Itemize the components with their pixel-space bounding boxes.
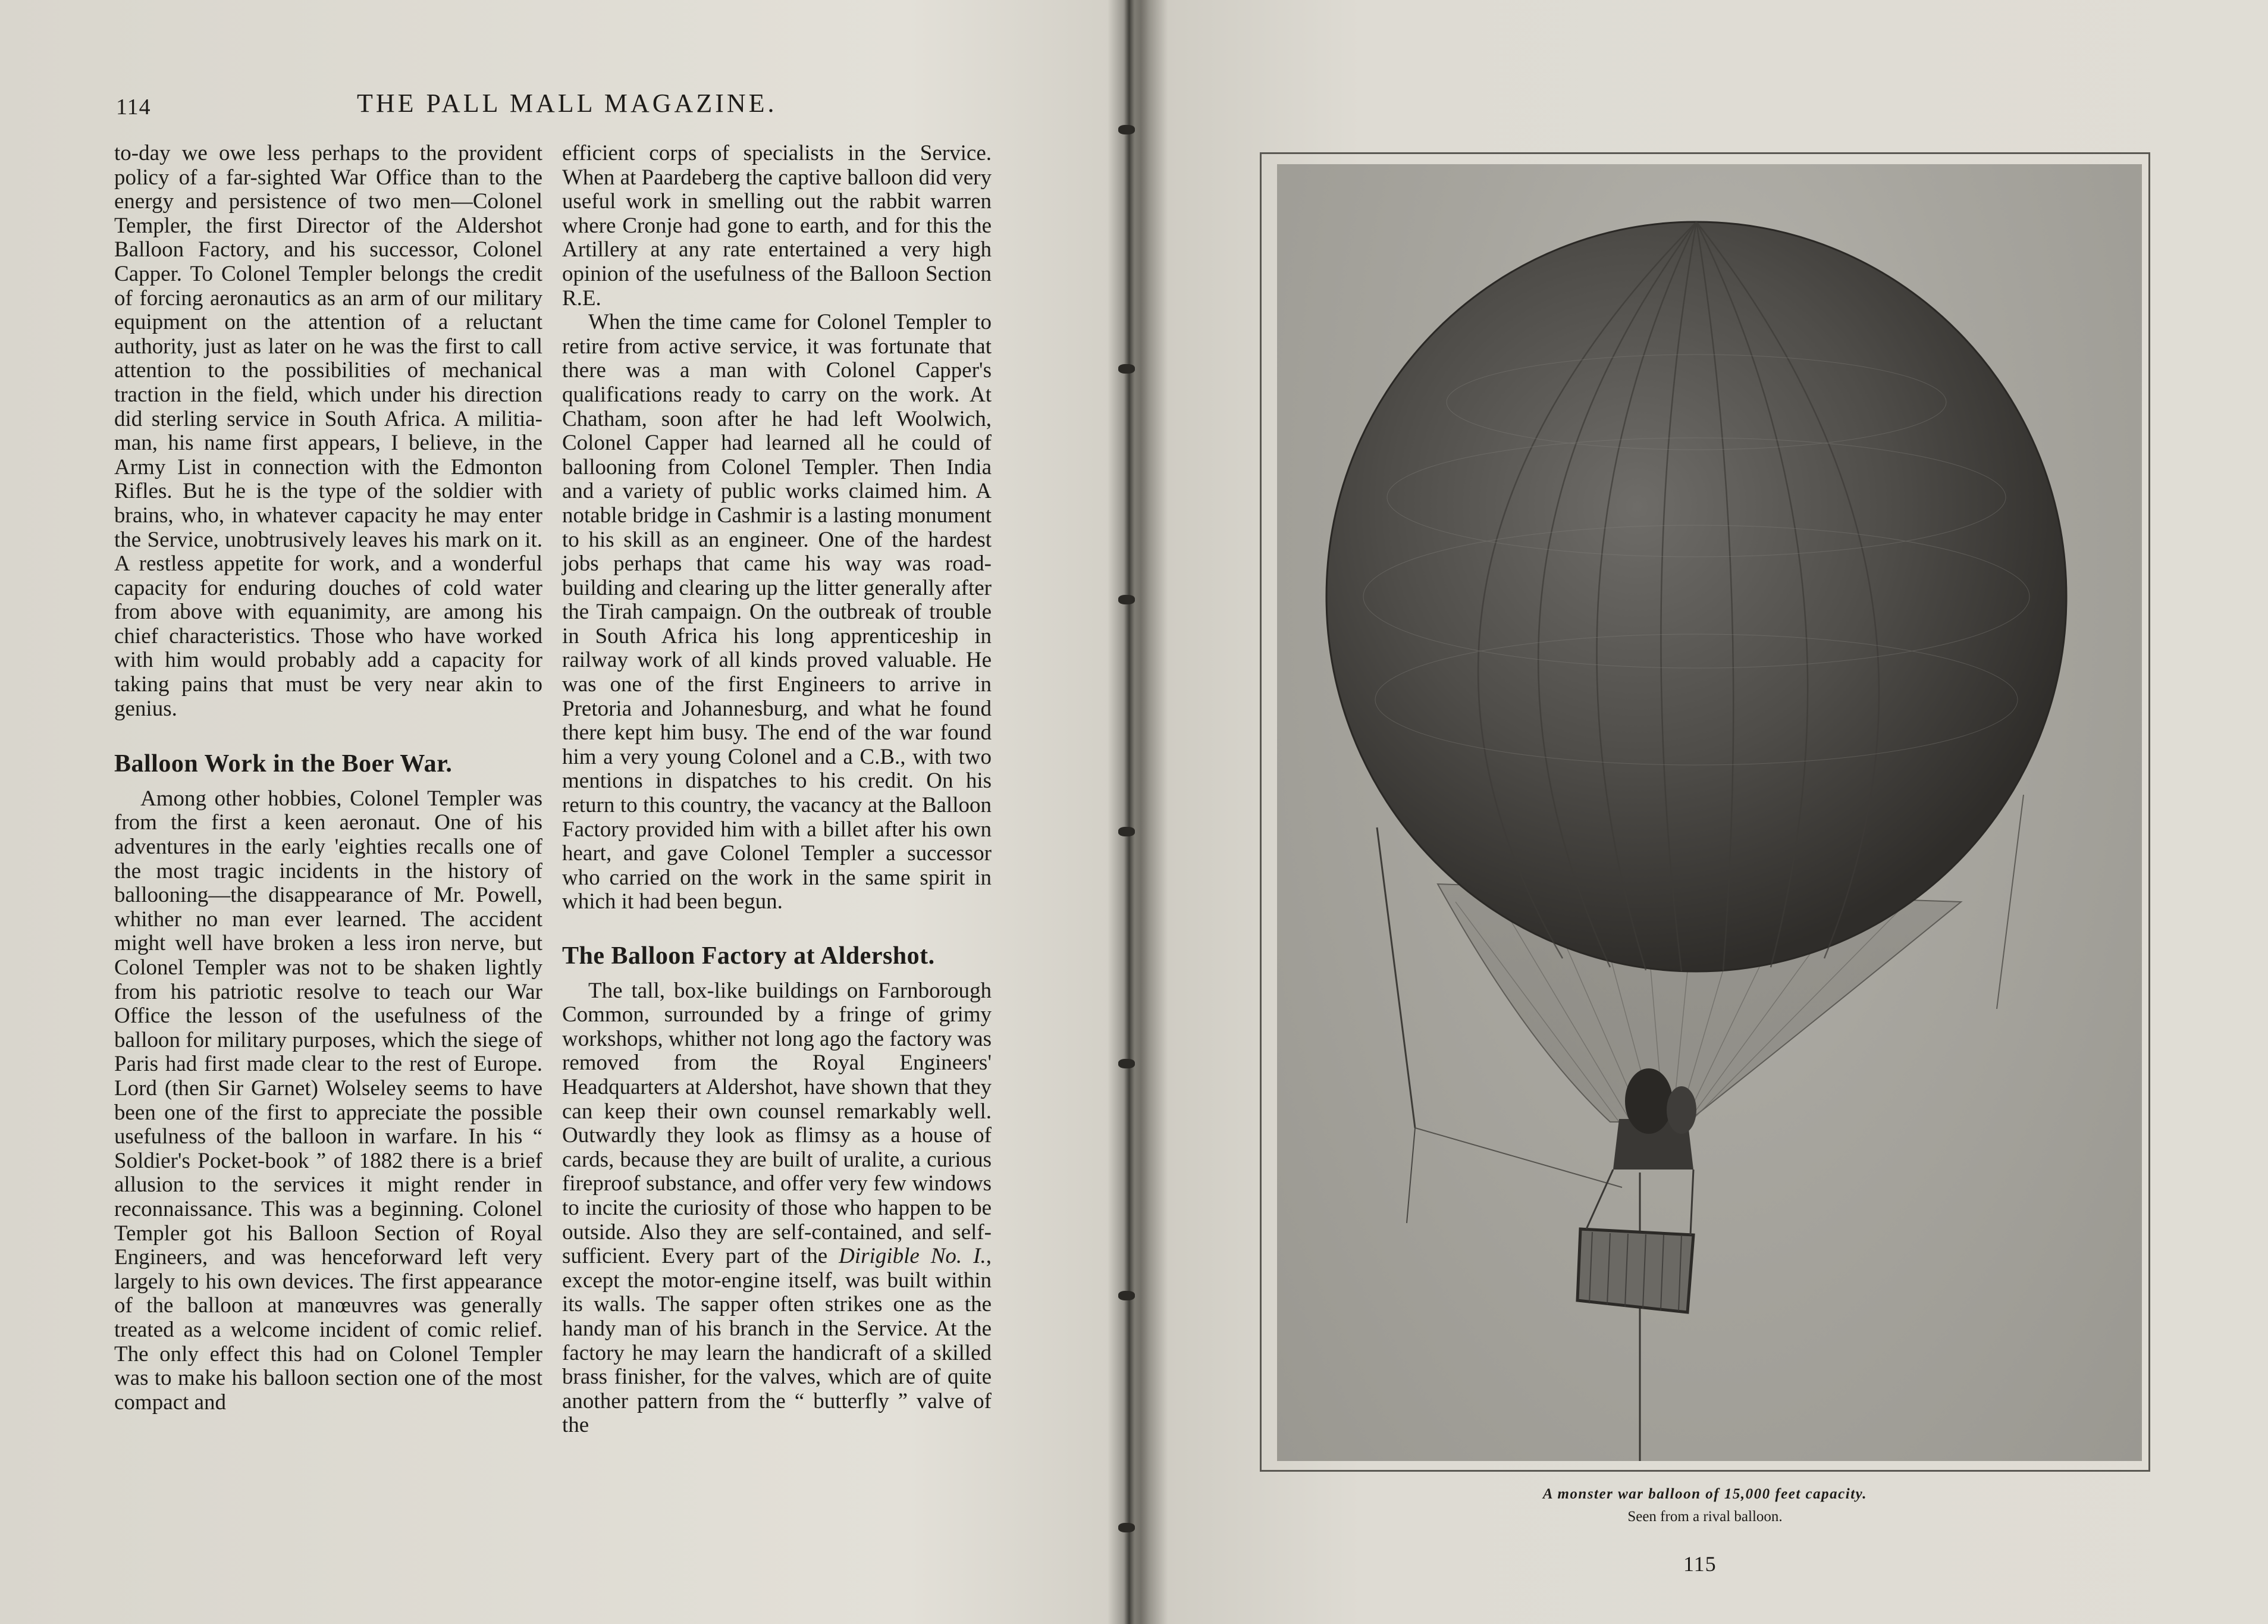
paragraph: Among other hobbies, Colonel Templer was from the first a keen aeronaut. One of his adventures in the early 'eighties recalls one of the most tragic incidents in the history of ballooning—the disappearance of Mr. Powell, whither no man ever learned. The accident might well have broken a less iron nerve, but Colonel Templer was not to be shaken lightly from his patriotic resolve to teach our War Office the lesson of the usefulness of the balloon for military purposes, which the siege of Paris had first made clear to the rest of Europe. Lord (then Sir Garnet) Wolseley seems to have been one of the first to appreciate the possible usefulness of the balloon in warfare. In his “ Soldier's Pocket-book ” of 1882 there is a brief allusion to the services it might render in reconnaissance. This was a beginning. Colonel Templer got his Balloon Section of Royal Engineers, and was henceforward left very largely to his own devices. The first appearance of the balloon at manœuvres was generally treated as a welcome incident of comic relief. The only effect this had on Colonel Templer was to make his balloon section one of the most compact and — [114, 786, 542, 1415]
plate-caption — [1260, 1483, 2150, 1528]
section-heading: Balloon Work in the Boer War. — [114, 750, 453, 778]
paragraph: to-day we owe less perhaps to the provident policy of a far-sighted War Office than to the energy and persistence of two men—Colonel Templer, the first Director of the Aldershot Balloon Factory, and his successor, Colonel Capper. To Colonel Templer belongs the credit of forcing aeronautics as an arm of our military equipment on the attention of a reluctant authority, just as later on he was the first to call attention to the possibilities of mechanical traction in the field, which under his direction did sterling service in South Africa. A militia-man, his name first appears, I believe, in the Army List in connection with the Edmonton Rifles. But he is the type of the soldier with brains, who, in whatever capacity he may enter the Service, unobtrusively leaves his mark on it. A restless appetite for work, and a wonderful capacity for enduring douches of cold water from above with equanimity, are among his chief characteristics. Those who have worked with him would probably add a capacity for taking pains that must be very near akin to genius. — [114, 141, 542, 721]
paragraph: When the time came for Colonel Templer to retire from active service, it was fortunate that there was a man with Colonel Capper's qualifications ready to carry on the work. At Chatham, soon after he had left Woolwich, Colonel Capper had learned all he could of ballooning from Colonel Templer. Then India and a variety of public works claimed him. A notable bridge in Cashmir is a lasting monument to his skill as an engineer. One of the hardest jobs perhaps that came his way was road-building and clearing up the litter generally after the Tirah campaign. On the outbreak of trouble in South Africa his long apprenticeship in railway work of all kinds proved valuable. He was one of the first Engineers to arrive in Pretoria and Johannesburg, and what he found there kept him busy. The end of the war found him a very young Colonel and a C.B., with two mentions in dispatches to his credit. On his return to this country, the vacancy at the Balloon Factory provided him with a billet after his own heart, and gave Colonel Templer a successor who carried on the work in the same spirit in which it had been begun. — [562, 310, 992, 914]
paragraph-text: , except the motor-engine itself, was built within its walls. The sapper often strikes one as the handy man of his branch in the Service. At the factory he may learn the handicraft of a skilled brass finisher, for the valves, which are of quite another pattern from the “ butterfly ” valve of the — [562, 1244, 992, 1438]
caption-title: A monster war balloon of 15,000 feet capacity. — [1542, 1486, 1868, 1502]
text-column-1 — [114, 142, 542, 1415]
text-column-2 — [562, 142, 992, 1438]
paragraph: efficient corps of specialists in the Service. When at Paardeberg the captive balloon did very useful work in smelling out the rabbit warren where Cronje had gone to earth, and for this the Artillery at any rate entertained a very high opinion of the usefulness of the Balloon Section R.E. — [562, 141, 992, 311]
balloon-photograph — [1277, 164, 2142, 1461]
section-heading: The Balloon Factory at Aldershot. — [562, 942, 935, 970]
paragraph — [562, 979, 992, 1438]
running-head — [116, 88, 1002, 124]
left-page — [0, 0, 1130, 1624]
page-number: 114 — [116, 95, 151, 120]
page-number: 115 — [1683, 1552, 1717, 1576]
caption-subtitle: Seen from a rival balloon. — [1627, 1509, 1783, 1525]
balloon-illustration — [1277, 164, 2142, 1461]
vessel-name: Dirigible No. I. — [839, 1244, 986, 1269]
magazine-title: THE PALL MALL MAGAZINE. — [357, 89, 777, 118]
paragraph-text: The tall, box-like buildings on Farnborough Common, surrounded by a fringe of grimy workshops, whither not long ago the factory was removed from the Royal Engineers' Headquarters at Aldershot, have shown that they can keep their own counsel remarkably well. Outwardly they look as flimsy as a house of cards, because they are built of uralite, a curious fireproof substance, and offer very few windows to incite the curiosity of those who happen to be outside. Also they are self-contained, and self-sufficient. Every part of the — [562, 978, 992, 1269]
